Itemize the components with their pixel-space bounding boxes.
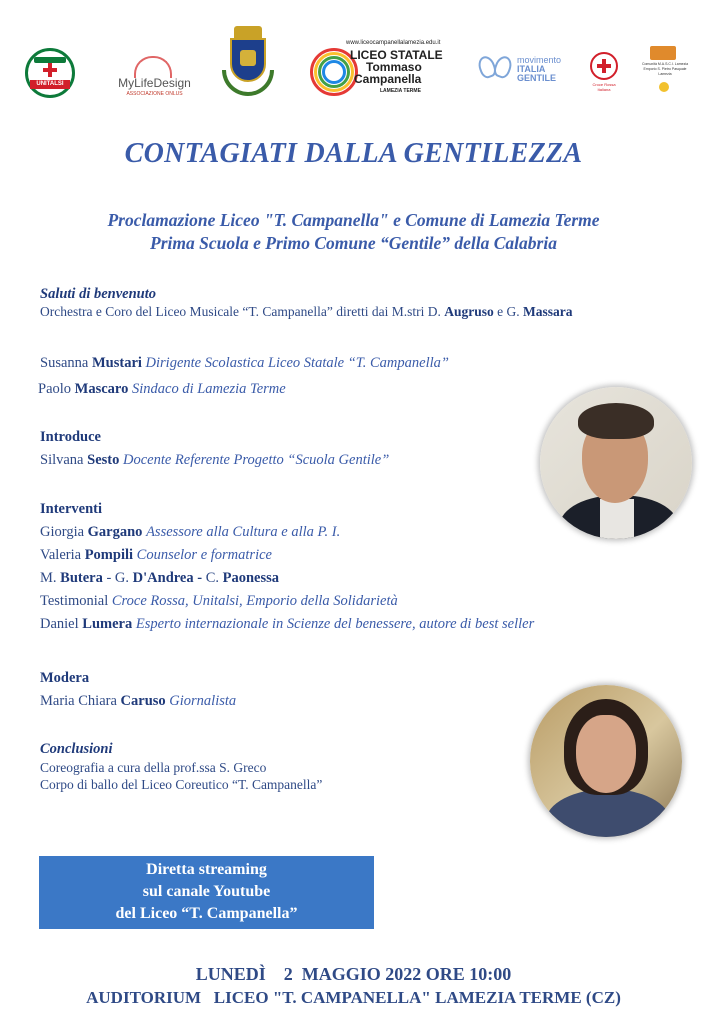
interventi-first-name: Valeria [40,547,85,563]
interventi-first-name: Daniel [40,616,83,632]
subtitle [0,209,707,255]
interventi-row [40,521,534,544]
interventi-role: Esperto internazionale in Scienze del benessere, autore di best seller [135,616,535,632]
butterfly-icon [477,54,515,84]
speaker-photo-woman [530,685,682,837]
interventi-heading: Interventi [40,501,103,517]
welcome-text [40,303,573,320]
liceo-city: LAMEZIA TERME [380,88,421,94]
event-date: LUNEDÌ 2 MAGGIO 2022 ORE 10:00 [195,964,512,984]
modera-role: Giornalista [169,693,237,709]
mylifedesign-sub: ASSOCIAZIONE ONLUS [126,91,183,97]
speaker-first-name: Susanna [40,355,92,371]
subtitle-line-2: Prima Scuola e Primo Comune “Gentile” della Calabria [150,233,557,253]
event-venue: AUDITORIUM LICEO "T. CAMPANELLA" LAMEZIA TERME (CZ) [86,988,621,1007]
streaming-banner [39,856,374,929]
croce-rossa-logo [586,52,622,96]
mylifedesign-name: MyLifeDesign [118,76,191,90]
opening-speakers [40,350,449,402]
logo-strip [22,26,687,112]
speaker-last-name: Mascaro [74,381,129,397]
liceo-title-1: LICEO STATALE [350,48,443,62]
movimento-italia-gentile-logo [477,50,567,90]
conclusioni-heading: Conclusioni [40,741,113,757]
speaker-photo-man [540,387,692,539]
emporio-text: Comunità M.A.S.C.I. Lamezia Emporio S. Pietro Pasquale Lamezia [641,62,689,76]
movimento-line1: movimento [517,55,562,65]
speaker-last-name: Mustari [91,355,142,371]
interventi-role: Counselor e formatrice [136,547,272,563]
interventi-role: Croce Rossa, Unitalsi, Emporio della Solidarietà [111,593,398,609]
liceo-url: www.liceocampanellalamezia.edu.it [346,40,441,46]
welcome-section [40,285,573,320]
movimento-line2: ITALIA [517,64,546,74]
unitalsi-logo-text: UNITALSI [30,80,70,89]
interventi-last-name: Paonessa [222,570,280,586]
modera-first-name: Maria Chiara [40,693,121,709]
croce-rossa-text: Croce Rossa Italiana [592,82,616,92]
speaker-first-name: Paolo [38,381,75,397]
stream-line-2: sul canale Youtube [142,883,271,900]
introduce-last-name: Sesto [87,452,120,468]
liceo-title-3: Campanella [354,72,422,86]
interventi-row [40,567,534,590]
speaker-role: Dirigente Scolastica Liceo Statale “T. Campanella” [145,355,449,371]
interventi-last-name: D'Andrea - [132,570,206,586]
welcome-name-a: Augruso [444,304,494,319]
interventi-row [40,613,534,636]
welcome-heading: Saluti di benvenuto [40,286,157,302]
unitalsi-logo [25,48,75,98]
introduce-speaker [40,449,389,472]
modera-section [40,667,236,713]
liceo-title-2: Tommaso [366,60,422,74]
liceo-campanella-logo [310,40,470,104]
interventi-section [40,498,534,636]
interventi-text: C. [205,570,223,586]
interventi-row [40,590,534,613]
modera-speaker [40,690,236,713]
stream-line-3: del Liceo “T. Campanella” [115,905,298,922]
introduce-role: Docente Referente Progetto “Scuola Gentile” [122,452,390,468]
subtitle-line-1: Proclamazione Liceo "T. Campanella" e Comune di Lamezia Terme [107,210,600,230]
speaker-row [40,350,449,376]
mylifedesign-logo [112,56,197,96]
interventi-role: Assessore alla Cultura e alla P. I. [146,524,341,540]
interventi-last-name: Pompili [84,547,134,563]
interventi-first-name: Giorgia [40,524,88,540]
speaker-role: Sindaco di Lamezia Terme [131,381,286,397]
speaker-row [38,376,449,402]
interventi-last-name: Butera [60,570,103,586]
interventi-last-name: Lumera [82,616,133,632]
welcome-text-b: e G. [493,304,524,319]
interventi-text: - G. [102,570,133,586]
emporio-solidarieta-logo [640,46,690,96]
introduce-section [40,426,389,472]
interventi-row [40,544,534,567]
conclusioni-line-2: Corpo di ballo del Liceo Coreutico “T. Campanella” [40,777,323,792]
welcome-text-a: Orchestra e Coro del Liceo Musicale “T. Campanella” diretti dai M.stri D. [40,304,445,319]
introduce-heading: Introduce [40,429,101,445]
welcome-name-b: Massara [523,304,573,319]
page-title: CONTAGIATI DALLA GENTILEZZA [124,138,583,169]
interventi-last-name: Gargano [87,524,143,540]
modera-last-name: Caruso [120,693,166,709]
introduce-first-name: Silvana [40,452,88,468]
modera-heading: Modera [40,670,90,686]
comune-coat-of-arms-logo [218,26,278,106]
conclusioni-line-1: Coreografia a cura della prof.ssa S. Greco [40,760,267,775]
stream-line-1: Diretta streaming [146,861,267,878]
interventi-text: Testimonial [40,593,112,609]
movimento-line3: GENTILE [517,73,557,83]
interventi-text: M. [40,570,61,586]
conclusioni-section [40,739,322,793]
